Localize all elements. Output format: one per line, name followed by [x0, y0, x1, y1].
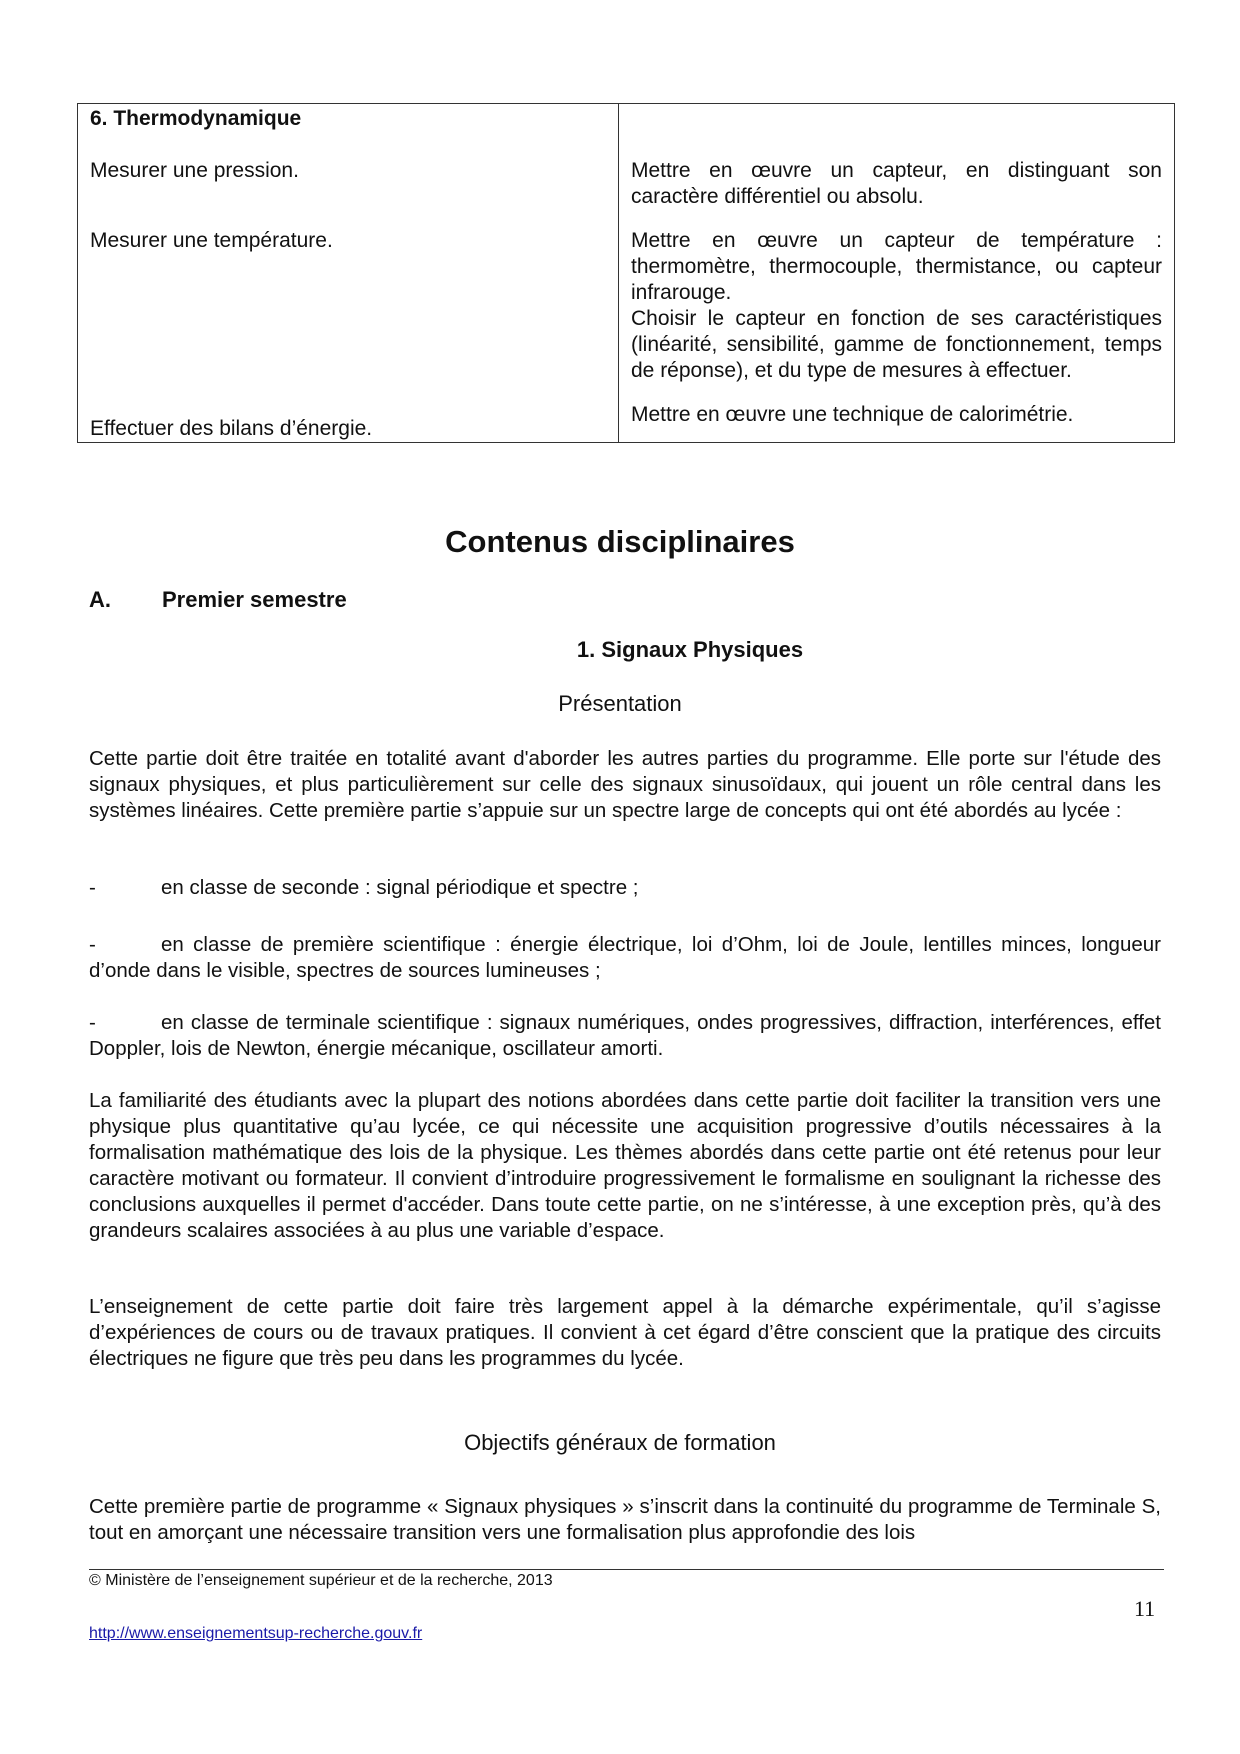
capacity-detail: Mettre en œuvre un capteur de température : thermomètre, thermocouple, thermistance, ou capteur infrarouge.: [631, 229, 1162, 304]
page-number: 11: [1134, 1596, 1156, 1621]
skills-table: [77, 103, 1175, 443]
intro-paragraph: Cette partie doit être traitée en totalité avant d'aborder les autres parties du programme. Elle porte sur l'étude des signaux physiques, et plus particulièrement sur celle des signaux sinusoïdaux, qui jouent un rôle central dans les systèmes linéaires. Cette première partie s’appuie sur un spectre large de concepts qui ont été abordés au lycée :: [89, 747, 1161, 822]
main-title: Contenus disciplinaires: [445, 524, 795, 559]
bullet-text: en classe de première scientifique : énergie électrique, loi d’Ohm, loi de Joule, lentilles minces, longueur d’onde dans le visible, spectres de sources lumineuses ;: [89, 933, 1161, 982]
presentation-heading: Présentation: [558, 691, 682, 716]
table-row: [78, 104, 1175, 443]
capacity-detail: Choisir le capteur en fonction de ses caractéristiques (linéarité, sensibilité, gamme de fonctionnement, temps de réponse), et du type de mesures à effectuer.: [631, 307, 1162, 382]
bullet-dash: -: [89, 1011, 96, 1034]
objectives-paragraph: Cette première partie de programme « Signaux physiques » s’inscrit dans la continuité du programme de Terminale S, tout en amorçant une nécessaire transition vers une formalisation plus approfondie des lois: [89, 1495, 1161, 1544]
semester-letter: A.: [89, 587, 111, 612]
bullet-item: [89, 875, 1161, 901]
bullet-dash: -: [89, 876, 96, 899]
table-right-column: [619, 104, 1175, 443]
familiarity-paragraph: La familiarité des étudiants avec la plupart des notions abordées dans cette partie doit faciliter la transition vers une physique plus quantitative qu’au lycée, ce qui nécessite une acquisition progressive d’outils nécessaires à la formalisation mathématique des lois de la physique. Les thèmes abordés dans cette partie ont été retenus pour leur caractère motivant ou formateur. Il convient d’introduire progressivement le formalisme en soulignant la richesse des conclusions auxquelles il permet d'accéder. Dans toute cette partie, on ne s’intéresse, à une exception près, qu’à des grandeurs scalaires associées à au plus une variable d’espace.: [89, 1089, 1161, 1242]
bullet-text: en classe de seconde : signal périodique et spectre ;: [161, 876, 639, 899]
capacity-detail: Mettre en œuvre un capteur, en distinguant son caractère différentiel ou absolu.: [631, 159, 1162, 208]
table-section-heading: 6. Thermodynamique: [90, 107, 302, 130]
ministry-website-link[interactable]: http://www.enseignementsup-recherche.gouv.fr: [89, 1625, 423, 1642]
capacity-item: Effectuer des bilans d’énergie.: [90, 417, 373, 440]
capacity-detail: Mettre en œuvre une technique de calorimétrie.: [631, 403, 1074, 426]
experimental-paragraph: L’enseignement de cette partie doit faire très largement appel à la démarche expérimentale, qu’il s’agisse d’expériences de cours ou de travaux pratiques. Il convient à cet égard d’être conscient que la pratique des circuits électriques ne figure que très peu dans les programmes du lycée.: [89, 1295, 1161, 1370]
chapter-title: 1. Signaux Physiques: [576, 637, 804, 662]
bullet-text: en classe de terminale scientifique : signaux numériques, ondes progressives, diffraction, interférences, effet Doppler, lois de Newton, énergie mécanique, oscillateur amorti.: [89, 1011, 1161, 1060]
chapter-heading: [0, 635, 1240, 665]
semester-label: Premier semestre: [162, 587, 347, 612]
capacity-item: Mesurer une température.: [90, 229, 333, 252]
bullet-dash: -: [89, 933, 96, 956]
copyright-notice: © Ministère de l’enseignement supérieur et de la recherche, 2013: [89, 1572, 553, 1589]
table-left-column: [78, 104, 619, 443]
capacity-item: Mesurer une pression.: [90, 159, 299, 182]
bullet-item: [89, 1010, 1161, 1062]
bullet-item: [89, 932, 1161, 984]
objectives-heading: Objectifs généraux de formation: [464, 1430, 776, 1455]
semester-heading: [89, 585, 347, 615]
